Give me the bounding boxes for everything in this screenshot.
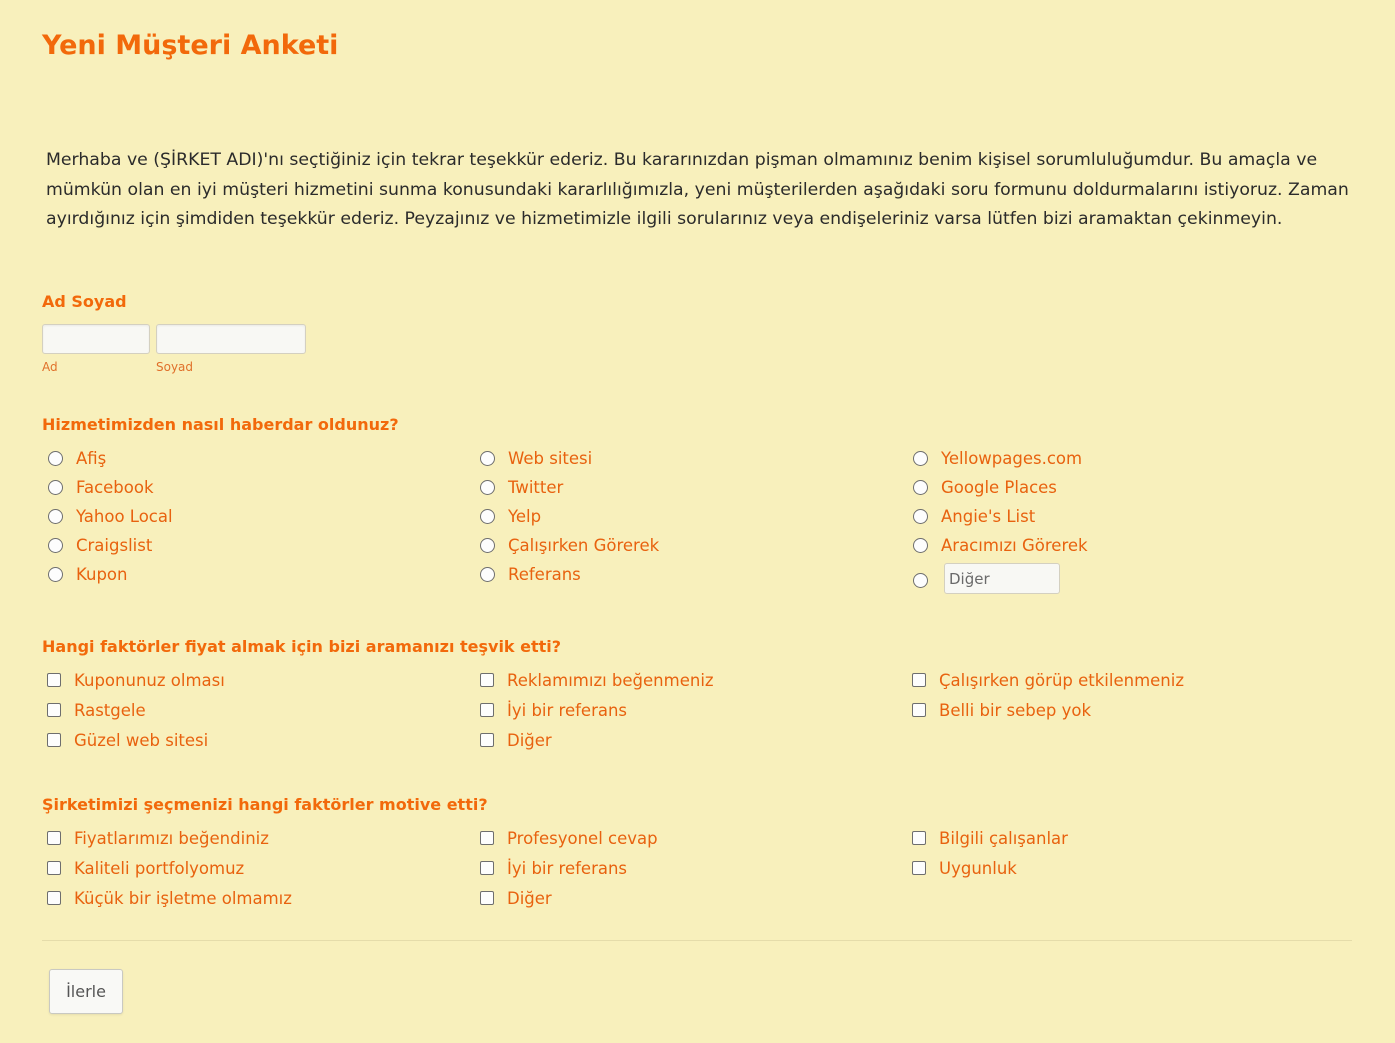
source-option-other[interactable] (913, 569, 928, 591)
radio-button[interactable] (913, 538, 928, 553)
source-option-yelp[interactable] (480, 505, 541, 527)
radio-button[interactable] (48, 451, 63, 466)
option-label: Bilgili çalışanlar (939, 828, 1068, 848)
radio-button[interactable] (480, 480, 495, 495)
radio-button[interactable] (48, 567, 63, 582)
option-label: Aracımızı Görerek (941, 535, 1088, 555)
radio-button[interactable] (913, 480, 928, 495)
source-option-yahoo-local[interactable] (48, 505, 173, 527)
factors-option-referans[interactable] (480, 699, 627, 721)
option-label: Reklamımızı beğenmeniz (507, 670, 714, 690)
source-other-input[interactable] (944, 563, 1060, 594)
option-label: İyi bir referans (507, 700, 628, 720)
source-option-google-places[interactable] (913, 476, 1057, 498)
factors-option-diger[interactable] (480, 729, 552, 751)
option-label: Çalışırken görüp etkilenmeniz (939, 670, 1184, 690)
factors-question-label: Hangi faktörler fiyat almak için bizi aramanızı teşvik etti? (42, 637, 562, 656)
option-label: Yellowpages.com (941, 448, 1083, 468)
form-title: Yeni Müşteri Anketi (42, 30, 339, 61)
source-option-afis[interactable] (48, 447, 106, 469)
option-label: Diğer (507, 888, 552, 908)
option-label: Web sitesi (508, 448, 593, 468)
checkbox[interactable] (912, 703, 926, 717)
motivation-option-kucuk-isletme[interactable] (47, 887, 292, 909)
option-label: Belli bir sebep yok (939, 700, 1092, 720)
option-label: Referans (508, 564, 581, 584)
motivation-question-label: Şirketimizi şeçmenizi hangi faktörler motive etti? (42, 795, 488, 814)
option-label: Uygunluk (939, 858, 1017, 878)
source-option-referans[interactable] (480, 563, 581, 585)
option-label: Craigslist (76, 535, 153, 555)
option-label: Yahoo Local (76, 506, 173, 526)
option-label: Facebook (76, 477, 154, 497)
form-intro: Merhaba ve (ŞİRKET ADI)'nı seçtiğiniz için tekrar teşekkür ederiz. Bu kararınızdan pişman olmamınız benim kişisel sorumluluğumdur. Bu amaçla ve mümkün olan en iyi müşteri hizmetini sunma konusundaki kararlılığımızla, yeni müşterilerden aşağıdaki soru formunu doldurmalarını istiyoruz. Zaman ayırdığınız için şimdiden teşekkür ederiz. Peyzajınız ve hizmetimizle ilgili sorularınız veya endişeleriniz varsa lütfen bizi aramaktan çekinmeyin. (46, 150, 1349, 229)
source-option-facebook[interactable] (48, 476, 154, 498)
factors-option-kupon[interactable] (47, 669, 225, 691)
option-label: Yelp (508, 506, 542, 526)
radio-button[interactable] (480, 509, 495, 524)
option-label: Rastgele (74, 700, 146, 720)
option-label: Kuponunuz olması (74, 670, 225, 690)
factors-option-calisirken[interactable] (912, 669, 1184, 691)
first-name-input[interactable] (42, 324, 150, 354)
last-name-sublabel: Soyad (156, 360, 194, 374)
option-label: Diğer (507, 730, 552, 750)
checkbox[interactable] (47, 673, 61, 687)
checkbox[interactable] (912, 673, 926, 687)
source-option-angies-list[interactable] (913, 505, 1035, 527)
motivation-option-portfolyo[interactable] (47, 857, 244, 879)
option-label: Güzel web sitesi (74, 730, 209, 750)
radio-button[interactable] (480, 538, 495, 553)
checkbox[interactable] (480, 861, 494, 875)
checkbox[interactable] (47, 703, 61, 717)
factors-option-rastgele[interactable] (47, 699, 146, 721)
last-name-input[interactable] (156, 324, 306, 354)
source-option-araci-gorerek[interactable] (913, 534, 1088, 556)
checkbox[interactable] (480, 831, 494, 845)
form-divider (42, 940, 1352, 941)
option-label: Kaliteli portfolyomuz (74, 858, 245, 878)
first-name-sublabel: Ad (42, 360, 58, 374)
source-question-label: Hizmetimizden nasıl haberdar oldunuz? (42, 415, 399, 434)
radio-button[interactable] (913, 573, 928, 588)
option-label: Kupon (76, 564, 128, 584)
checkbox[interactable] (47, 861, 61, 875)
motivation-option-referans[interactable] (480, 857, 627, 879)
source-option-yellowpages[interactable] (913, 447, 1082, 469)
option-label: Google Places (941, 477, 1057, 497)
radio-button[interactable] (480, 451, 495, 466)
radio-button[interactable] (48, 538, 63, 553)
radio-button[interactable] (913, 451, 928, 466)
motivation-option-profesyonel[interactable] (480, 827, 658, 849)
source-option-web-sitesi[interactable] (480, 447, 592, 469)
source-option-craigslist[interactable] (48, 534, 152, 556)
motivation-option-fiyat[interactable] (47, 827, 269, 849)
factors-option-reklam[interactable] (480, 669, 714, 691)
checkbox[interactable] (480, 891, 494, 905)
checkbox[interactable] (480, 733, 494, 747)
checkbox[interactable] (47, 891, 61, 905)
radio-button[interactable] (480, 567, 495, 582)
source-option-calisirken-gorerek[interactable] (480, 534, 659, 556)
source-option-twitter[interactable] (480, 476, 563, 498)
option-label: Profesyonel cevap (507, 828, 658, 848)
option-label: Küçük bir işletme olmamız (74, 888, 292, 908)
motivation-option-uygunluk[interactable] (912, 857, 1017, 879)
source-option-kupon[interactable] (48, 563, 127, 585)
factors-option-sebep-yok[interactable] (912, 699, 1091, 721)
option-label: Fiyatlarımızı beğendiniz (74, 828, 269, 848)
full-name-label: Ad Soyad (42, 292, 127, 311)
checkbox[interactable] (47, 831, 61, 845)
motivation-option-bilgili[interactable] (912, 827, 1068, 849)
checkbox[interactable] (47, 733, 61, 747)
option-label: Twitter (508, 477, 564, 497)
option-label: İyi bir referans (507, 858, 628, 878)
radio-button[interactable] (913, 509, 928, 524)
option-label: Afiş (76, 448, 107, 468)
checkbox[interactable] (480, 703, 494, 717)
radio-button[interactable] (48, 509, 63, 524)
option-label: Angie's List (941, 506, 1036, 526)
motivation-option-diger[interactable] (480, 887, 552, 909)
next-button[interactable]: İlerle (49, 969, 123, 1014)
radio-button[interactable] (48, 480, 63, 495)
checkbox[interactable] (480, 673, 494, 687)
checkbox[interactable] (912, 831, 926, 845)
option-label: Çalışırken Görerek (508, 535, 660, 555)
factors-option-web-sitesi[interactable] (47, 729, 208, 751)
checkbox[interactable] (912, 861, 926, 875)
